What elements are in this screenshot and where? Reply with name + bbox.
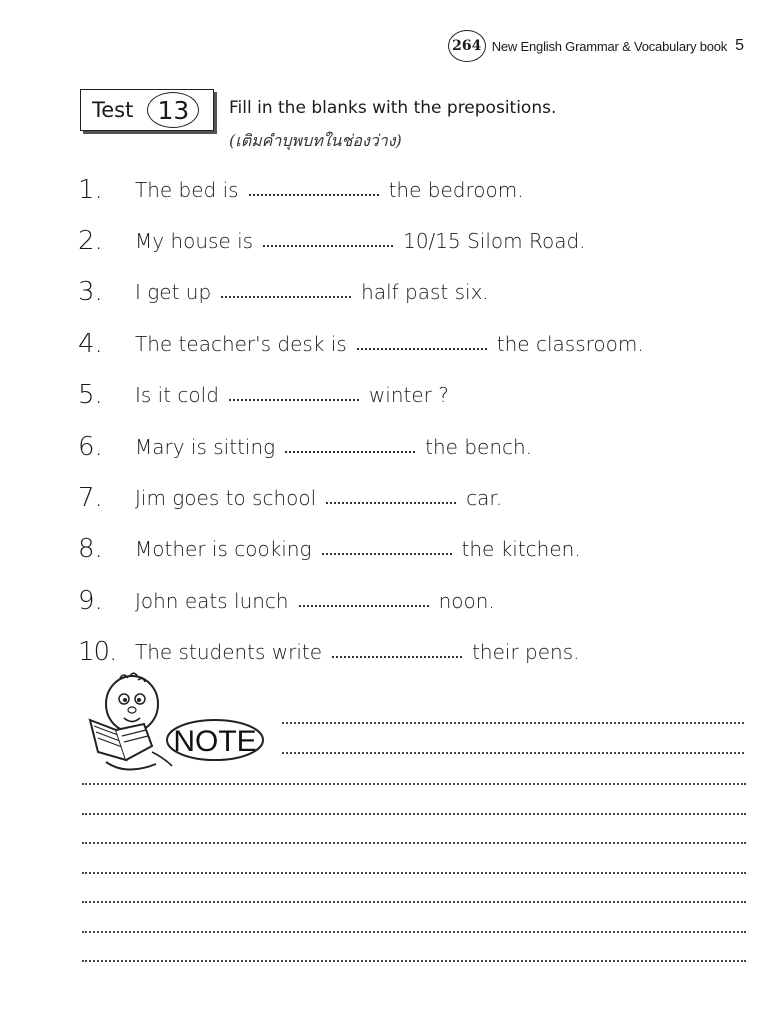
answer-blank[interactable] xyxy=(332,642,462,658)
answer-blank[interactable] xyxy=(326,488,456,504)
answer-blank[interactable] xyxy=(322,539,452,555)
test-label: Test xyxy=(92,98,134,122)
note-lines-short xyxy=(282,722,744,782)
question-number: 8. xyxy=(78,534,103,565)
question-text-before: Is it cold xyxy=(135,383,219,408)
answer-blank[interactable] xyxy=(263,231,393,247)
question-text-before: John eats lunch xyxy=(135,588,289,613)
page-number: 264 xyxy=(448,30,486,62)
question-number: 5. xyxy=(78,380,103,411)
note-line[interactable] xyxy=(82,842,746,844)
answer-blank[interactable] xyxy=(357,334,487,350)
question-10 xyxy=(78,627,748,678)
answer-blank[interactable] xyxy=(229,385,359,401)
question-7 xyxy=(78,472,748,523)
note-mascot-illustration xyxy=(82,672,277,776)
note-line[interactable] xyxy=(82,872,746,874)
note-line[interactable] xyxy=(82,813,746,815)
question-text-before: Mary is sitting xyxy=(135,434,276,459)
test-number: 13 xyxy=(147,92,199,128)
answer-blank[interactable] xyxy=(285,437,415,453)
question-text-before: I get up xyxy=(135,280,212,305)
instruction-thai: (เติมคำบุพบทในช่องว่าง) xyxy=(229,131,402,150)
question-text-before: The students write xyxy=(135,640,323,665)
note-line[interactable] xyxy=(82,783,746,785)
question-number: 2. xyxy=(78,226,103,257)
question-3 xyxy=(78,267,748,318)
question-5 xyxy=(78,370,748,421)
question-9 xyxy=(78,575,748,626)
question-text-after: the bench. xyxy=(425,434,533,459)
question-text-after: the classroom. xyxy=(496,331,644,356)
question-number: 9. xyxy=(78,585,103,616)
book-title: New English Grammar & Vocabulary book xyxy=(491,38,728,54)
question-text-before: The bed is xyxy=(135,177,239,202)
question-1 xyxy=(78,164,748,215)
answer-blank[interactable] xyxy=(221,282,351,298)
question-text-before: My house is xyxy=(135,229,254,254)
note-line[interactable] xyxy=(82,931,746,933)
question-text-before: Jim goes to school xyxy=(135,486,317,511)
question-8 xyxy=(78,524,748,575)
question-2 xyxy=(78,215,748,266)
question-text-before: Mother is cooking xyxy=(135,537,312,562)
question-text-after: 10/15 Silom Road. xyxy=(403,229,586,254)
question-text-after: the bedroom. xyxy=(388,177,524,202)
question-number: 3. xyxy=(78,277,103,308)
question-text-after: noon. xyxy=(438,588,495,613)
note-line[interactable] xyxy=(282,722,744,724)
answer-blank[interactable] xyxy=(249,180,379,196)
question-list xyxy=(78,164,748,678)
question-text-after: their pens. xyxy=(472,640,580,665)
question-text-after: winter ? xyxy=(368,383,449,408)
question-6 xyxy=(78,421,748,472)
test-badge xyxy=(80,89,214,131)
question-text-after: half past six. xyxy=(361,280,489,305)
note-line[interactable] xyxy=(82,901,746,903)
question-number: 10. xyxy=(78,637,117,668)
question-text-before: The teacher's desk is xyxy=(135,331,347,356)
instruction: Fill in the blanks with the prepositions. xyxy=(229,98,557,118)
note-line[interactable] xyxy=(82,960,746,962)
note-label: NOTE xyxy=(173,725,257,758)
note-line[interactable] xyxy=(282,752,744,754)
page-header xyxy=(448,30,744,62)
answer-blank[interactable] xyxy=(299,591,429,607)
question-number: 4. xyxy=(78,328,103,359)
question-number: 7. xyxy=(78,483,103,514)
question-4 xyxy=(78,318,748,369)
book-number: 5 xyxy=(735,37,744,54)
question-number: 1. xyxy=(78,174,103,205)
note-lines xyxy=(82,783,746,990)
question-text-after: car. xyxy=(466,486,503,511)
question-number: 6. xyxy=(78,431,103,462)
question-text-after: the kitchen. xyxy=(461,537,581,562)
